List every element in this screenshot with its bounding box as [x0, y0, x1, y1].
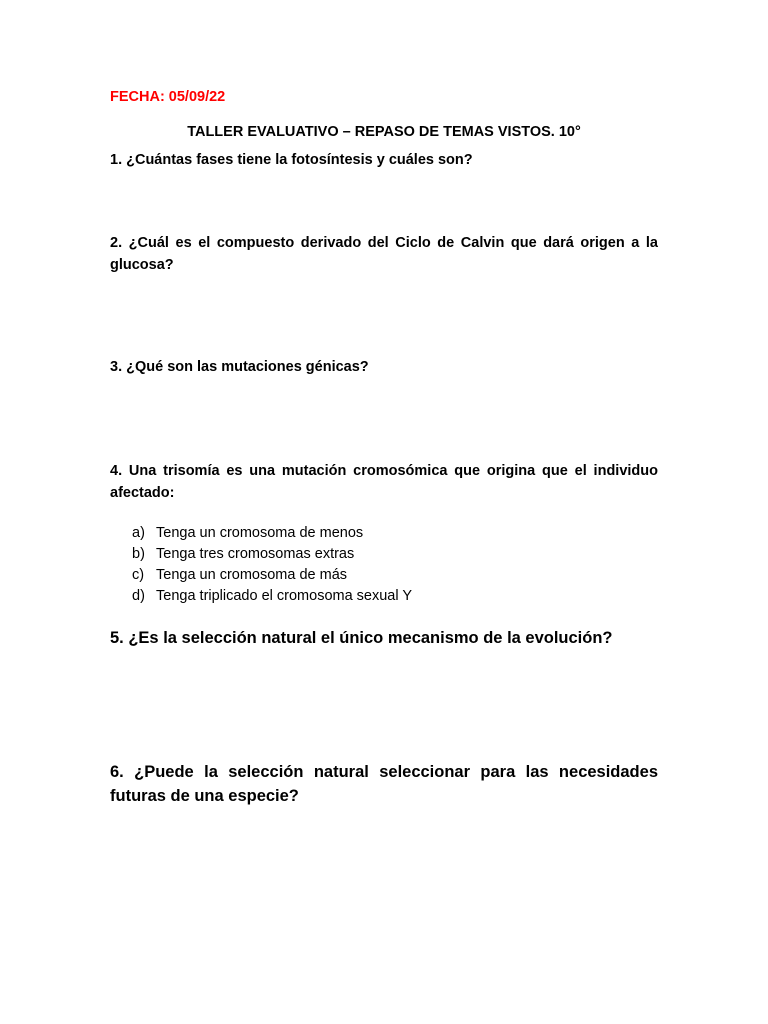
question-2: 2. ¿Cuál es el compuesto derivado del Ciclo de Calvin que dará origen a la glucosa?: [110, 235, 658, 273]
date-label: FECHA: 05/09/22: [110, 89, 226, 105]
option-letter: a): [132, 525, 145, 541]
option-text: Tenga un cromosoma de menos: [156, 525, 364, 541]
question-1: 1. ¿Cuántas fases tiene la fotosíntesis y cuáles son?: [110, 152, 473, 168]
option-c: [132, 565, 412, 586]
option-b: [132, 544, 412, 565]
question-5: 5. ¿Es la selección natural el único mecanismo de la evolución?: [110, 629, 613, 647]
question-6: 6. ¿Puede la selección natural seleccionar para las necesidades futuras de una especie?: [110, 763, 658, 805]
option-text: Tenga un cromosoma de más: [156, 567, 348, 583]
option-letter: c): [132, 567, 145, 583]
question-4: 4. Una trisomía es una mutación cromosómica que origina que el individuo afectado:: [110, 463, 658, 501]
question-3: 3. ¿Qué son las mutaciones génicas?: [110, 359, 369, 375]
option-letter: d): [132, 588, 145, 604]
option-text: Tenga triplicado el cromosoma sexual Y: [156, 588, 413, 604]
option-d: [132, 586, 412, 607]
option-a: [132, 523, 412, 544]
document-title: TALLER EVALUATIVO – REPASO DE TEMAS VISTOS. 10°: [187, 123, 581, 140]
option-text: Tenga tres cromosomas extras: [156, 546, 355, 562]
option-letter: b): [132, 546, 145, 562]
question-4-options: [132, 523, 412, 607]
